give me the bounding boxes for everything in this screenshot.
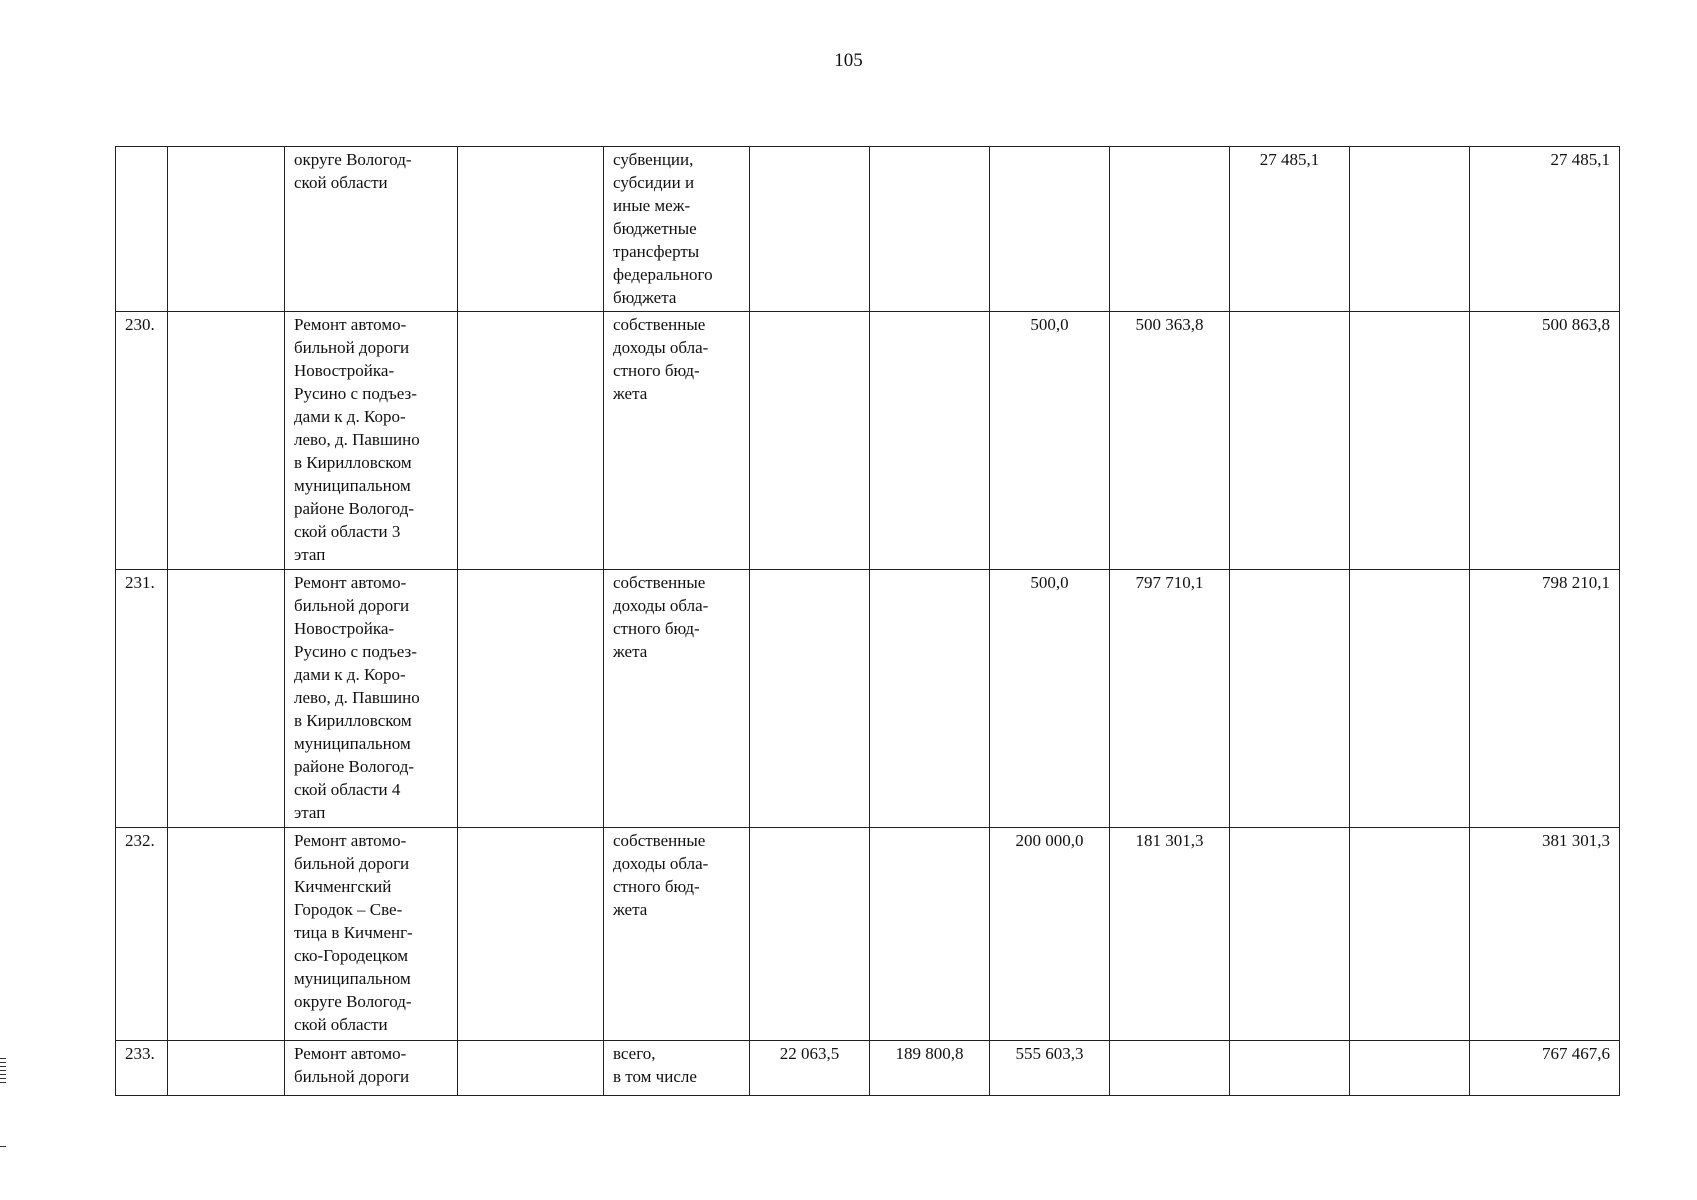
source-line: федерального: [613, 265, 713, 284]
name-line: районе Вологод-: [294, 499, 415, 518]
cell-col4: [458, 147, 604, 312]
cell-no: [116, 147, 168, 312]
name-line: этап: [294, 545, 326, 564]
source-line: собственные: [613, 831, 706, 850]
name-line: ско-Городецком: [294, 946, 409, 965]
cell-source: [604, 147, 750, 312]
cell-source: [604, 828, 750, 1041]
source-line: доходы обла-: [613, 338, 709, 357]
name-line: округе Вологод-: [294, 992, 412, 1011]
source-line: жета: [613, 900, 648, 919]
cell-y5: [1230, 312, 1350, 570]
cell-total: 767 467,6: [1470, 1041, 1620, 1096]
cell-y3: 555 603,3: [990, 1041, 1110, 1096]
name-line: муниципальном: [294, 476, 411, 495]
name-line: в Кирилловском: [294, 711, 412, 730]
name-line: лево, д. Павшино: [294, 430, 420, 449]
name-line: Ремонт автомо-: [294, 1044, 407, 1063]
table-body: [116, 147, 1620, 1096]
cell-y5: 27 485,1: [1230, 147, 1350, 312]
source-line: жета: [613, 642, 648, 661]
source-line: всего,: [613, 1044, 656, 1063]
cell-total: 798 210,1: [1470, 570, 1620, 828]
name-line: округе Вологод-: [294, 150, 412, 169]
name-line: этап: [294, 803, 326, 822]
cell-name: [285, 570, 458, 828]
budget-table: [115, 146, 1620, 1096]
cell-y4: [1110, 147, 1230, 312]
cell-y1: 22 063,5: [750, 1041, 870, 1096]
cell-no: 230.: [116, 312, 168, 570]
cell-total: 27 485,1: [1470, 147, 1620, 312]
source-line: стного бюд-: [613, 877, 700, 896]
name-line: бильной дороги: [294, 338, 410, 357]
cell-no: 232.: [116, 828, 168, 1041]
table-row: [116, 828, 1620, 1041]
cell-col4: [458, 570, 604, 828]
name-line: Ремонт автомо-: [294, 315, 407, 334]
cell-no: 233.: [116, 1041, 168, 1096]
cell-y3: 500,0: [990, 312, 1110, 570]
cell-y5: [1230, 570, 1350, 828]
cell-y2: [870, 312, 990, 570]
name-line: Кичменгский: [294, 877, 392, 896]
cell-total: 381 301,3: [1470, 828, 1620, 1041]
name-line: в Кирилловском: [294, 453, 412, 472]
cell-source: [604, 312, 750, 570]
name-line: бильной дороги: [294, 596, 410, 615]
source-line: стного бюд-: [613, 619, 700, 638]
name-line: Новостройка-: [294, 361, 395, 380]
cell-y5: [1230, 828, 1350, 1041]
cell-col2: [168, 570, 285, 828]
cell-y6: [1350, 1041, 1470, 1096]
cell-y3: 200 000,0: [990, 828, 1110, 1041]
name-line: муниципальном: [294, 969, 411, 988]
name-line: дами к д. Коро-: [294, 665, 406, 684]
cell-col4: [458, 312, 604, 570]
margin-marks: [0, 1058, 6, 1148]
table-row: [116, 312, 1620, 570]
cell-source: [604, 1041, 750, 1096]
source-line: собственные: [613, 315, 706, 334]
name-line: ской области: [294, 1015, 388, 1034]
name-line: ской области: [294, 173, 388, 192]
source-line: субсидии и: [613, 173, 695, 192]
source-line: доходы обла-: [613, 854, 709, 873]
cell-y1: [750, 570, 870, 828]
cell-y1: [750, 312, 870, 570]
source-line: доходы обла-: [613, 596, 709, 615]
cell-y1: [750, 147, 870, 312]
source-line: стного бюд-: [613, 361, 700, 380]
source-line: субвенции,: [613, 150, 694, 169]
name-line: районе Вологод-: [294, 757, 415, 776]
cell-y6: [1350, 147, 1470, 312]
cell-y4: 797 710,1: [1110, 570, 1230, 828]
page-number: 105: [834, 50, 863, 71]
cell-col2: [168, 1041, 285, 1096]
cell-no: 231.: [116, 570, 168, 828]
name-line: бильной дороги: [294, 854, 410, 873]
cell-y6: [1350, 312, 1470, 570]
source-line: бюджета: [613, 288, 677, 307]
cell-col2: [168, 147, 285, 312]
cell-y4: [1110, 1041, 1230, 1096]
name-line: ской области 3: [294, 522, 401, 541]
cell-y5: [1230, 1041, 1350, 1096]
source-line: бюджетные: [613, 219, 697, 238]
cell-y3: 500,0: [990, 570, 1110, 828]
name-line: Русино с подъез-: [294, 384, 417, 403]
cell-name: [285, 1041, 458, 1096]
cell-y4: 181 301,3: [1110, 828, 1230, 1041]
cell-total: 500 863,8: [1470, 312, 1620, 570]
name-line: Ремонт автомо-: [294, 573, 407, 592]
source-line: в том числе: [613, 1067, 697, 1086]
name-line: ской области 4: [294, 780, 401, 799]
name-line: тица в Кичменг-: [294, 923, 413, 942]
cell-name: [285, 312, 458, 570]
name-line: бильной дороги: [294, 1067, 410, 1086]
table-row: [116, 147, 1620, 312]
cell-y6: [1350, 828, 1470, 1041]
name-line: дами к д. Коро-: [294, 407, 406, 426]
name-line: лево, д. Павшино: [294, 688, 420, 707]
cell-source: [604, 570, 750, 828]
cell-col4: [458, 828, 604, 1041]
cell-name: [285, 147, 458, 312]
cell-y1: [750, 828, 870, 1041]
name-line: Новостройка-: [294, 619, 395, 638]
cell-y2: 189 800,8: [870, 1041, 990, 1096]
cell-y2: [870, 570, 990, 828]
cell-col2: [168, 828, 285, 1041]
source-line: собственные: [613, 573, 706, 592]
table-row: [116, 1041, 1620, 1096]
cell-y6: [1350, 570, 1470, 828]
cell-y4: 500 363,8: [1110, 312, 1230, 570]
name-line: Городок – Све-: [294, 900, 403, 919]
name-line: муниципальном: [294, 734, 411, 753]
name-line: Ремонт автомо-: [294, 831, 407, 850]
cell-y3: [990, 147, 1110, 312]
cell-y2: [870, 147, 990, 312]
table-row: [116, 570, 1620, 828]
cell-y2: [870, 828, 990, 1041]
source-line: жета: [613, 384, 648, 403]
cell-col4: [458, 1041, 604, 1096]
cell-col2: [168, 312, 285, 570]
source-line: иные меж-: [613, 196, 691, 215]
cell-name: [285, 828, 458, 1041]
name-line: Русино с подъез-: [294, 642, 417, 661]
source-line: трансферты: [613, 242, 700, 261]
